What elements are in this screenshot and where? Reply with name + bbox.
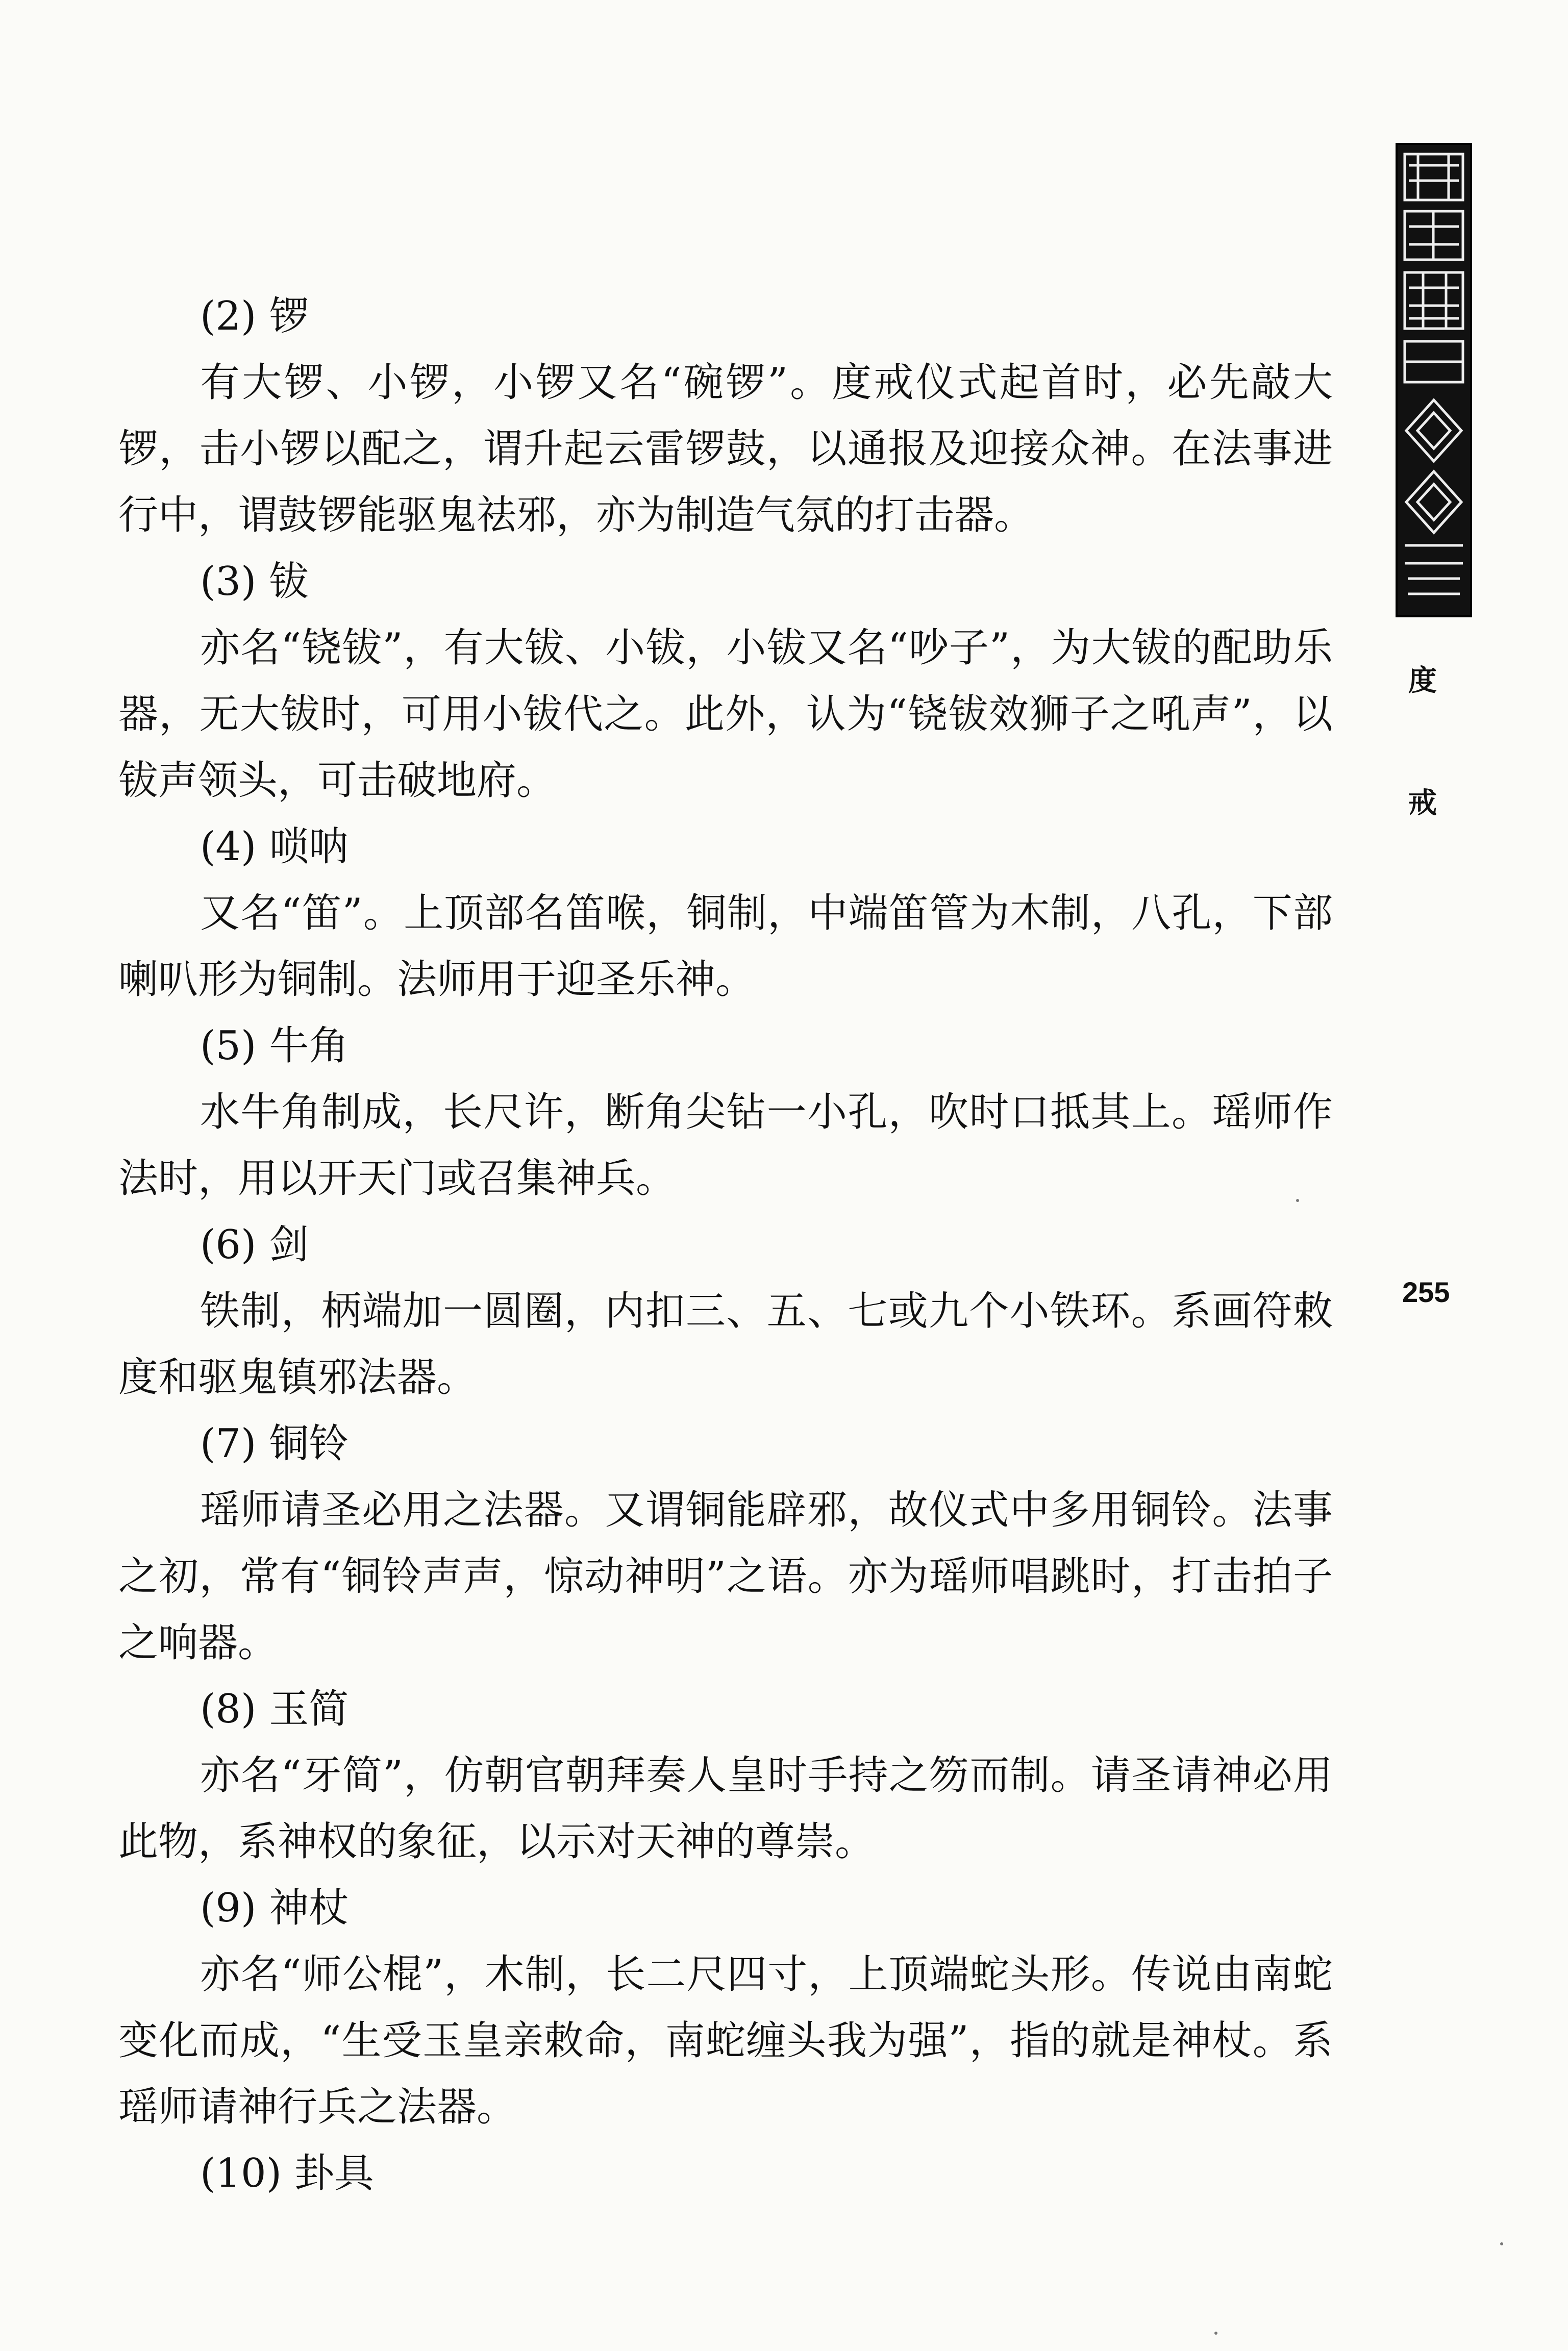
side-label-jie: 戒: [1408, 786, 1437, 820]
page-number: 255: [1402, 1276, 1450, 1308]
scan-speck: [1500, 2242, 1503, 2245]
item-heading: (6) 剑: [200, 1222, 309, 1268]
main-text: [118, 283, 1333, 2207]
scan-speck: [1214, 2332, 1217, 2335]
item-body: 亦名“牙简”，仿朝官朝拜奏人皇时手持之笏而制。请圣请神必用此物，系神权的象征，以示对天神的尊崇。: [118, 1753, 1333, 1865]
item-heading: (4) 唢呐: [200, 824, 349, 870]
item-body: 有大锣、小锣，小锣又名“碗锣”。度戒仪式起首时，必先敲大锣，击小锣以配之，谓升起云雷锣鼓，以通报及迎接众神。在法事进行中，谓鼓锣能驱鬼祛邪，亦为制造气氛的打击器。: [118, 360, 1333, 538]
item-body: 铁制，柄端加一圆圈，内扣三、五、七或九个小铁环。系画符敕度和驱鬼镇邪法器。: [118, 1288, 1333, 1400]
item-heading: (9) 神杖: [200, 1885, 349, 1931]
item-body: 水牛角制成，长尺许，断角尖钻一小孔，吹时口抵其上。瑶师作法时，用以开天门或召集神兵。: [118, 1089, 1333, 1202]
item-heading: (7) 铜铃: [200, 1421, 349, 1467]
item-heading: (8) 玉简: [200, 1686, 349, 1732]
list-item: [118, 1676, 1333, 1875]
item-body: 又名“笛”。上顶部名笛喉，铜制，中端笛管为木制，八孔，下部喇叭形为铜制。法师用于迎圣乐神。: [118, 890, 1333, 1003]
item-body: 瑶师请圣必用之法器。又谓铜能辟邪，故仪式中多用铜铃。法事之初，常有“铜铃声声，惊动神明”之语。亦为瑶师唱跳时，打击拍子之响器。: [118, 1487, 1333, 1666]
list-item: [118, 2140, 1333, 2207]
item-heading: (5) 牛角: [200, 1023, 349, 1069]
banner-pattern-icon: [1398, 145, 1470, 615]
side-banner-decoration: [1396, 143, 1472, 617]
list-item: [118, 548, 1333, 814]
list-item: [118, 283, 1333, 548]
scan-speck: [1296, 1199, 1299, 1202]
list-item: [118, 1013, 1333, 1212]
item-body: 亦名“铙钹”，有大钹、小钹，小钹又名“吵子”，为大钹的配助乐器，无大钹时，可用小钹代之。此外，认为“铙钹效狮子之吼声”，以钹声领头，可击破地府。: [118, 625, 1333, 804]
list-item: [118, 814, 1333, 1013]
item-heading: (3) 钹: [200, 559, 309, 605]
item-body: 亦名“师公棍”，木制，长二尺四寸，上顶端蛇头形。传说由南蛇变化而成，“生受玉皇亲敕命，南蛇缠头我为强”，指的就是神杖。系瑶师请神行兵之法器。: [118, 1952, 1333, 2130]
item-heading: (2) 锣: [200, 293, 309, 339]
list-item: [118, 1212, 1333, 1411]
list-item: [118, 1875, 1333, 2140]
side-label-du: 度: [1408, 664, 1437, 697]
item-heading: (10) 卦具: [200, 2150, 374, 2196]
list-item: [118, 1411, 1333, 1676]
